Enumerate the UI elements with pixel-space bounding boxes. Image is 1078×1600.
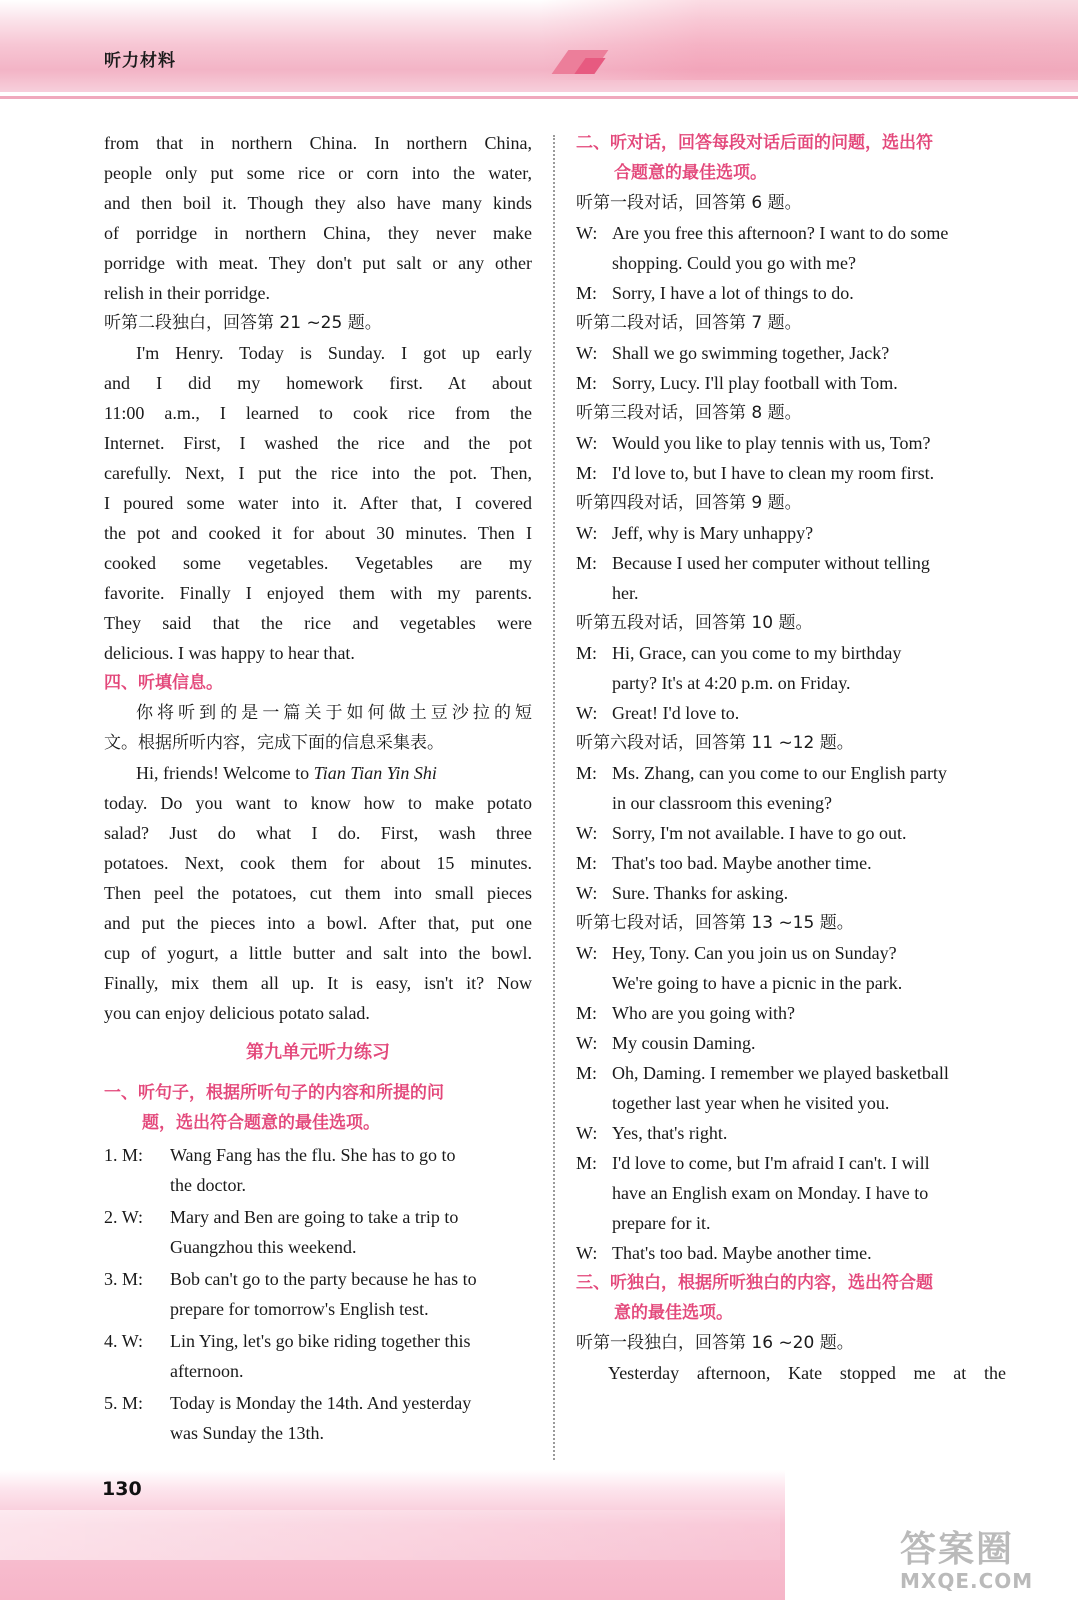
text-line: I poured some water into it. After that, I covered [104,493,532,513]
left-column [104,128,532,1448]
speaker: M: [576,1153,598,1173]
item-number: 4. W: [104,1331,144,1351]
text-line: I'm Henry. Today is Sunday. I got up early [136,343,532,363]
speaker: W: [576,1033,598,1053]
dialogue-line: M: Ms. Zhang, can you come to our English party [576,758,1006,788]
text-line: cooked some vegetables. Vegetables are my [104,553,532,573]
speaker: W: [576,943,598,963]
dialogue-line: M: I'd love to come, but I'm afraid I can't. I will [576,1148,1006,1178]
text-line: and then boil it. Though they also have many kinds [104,193,532,213]
speaker: M: [576,373,598,393]
text-line: delicious. I was happy to hear that. [104,643,355,663]
dialogue-line: W: Are you free this afternoon? I want to do some [576,218,1006,248]
speaker: W: [576,703,598,723]
text-line: people only put some rice or corn into the water, [104,163,532,183]
item-text: Wang Fang has the flu. She has to go to [170,1145,456,1165]
dialogue-line: W: That's too bad. Maybe another time. [576,1238,1006,1268]
dialogue-1 [576,218,1006,308]
program-name: Tian Tian Yin Shi [313,763,437,783]
dialogue-line: together last year when he visited you. [612,1093,890,1113]
item-line [104,1326,532,1356]
dialogue-6-label: 听第六段对话，回答第 11 ~12 题。 [576,733,854,753]
dialogue-3 [576,428,1006,488]
watermark-logo [900,1530,1060,1598]
item-line: Guangzhou this weekend. [170,1237,357,1257]
speaker: W: [576,823,598,843]
dialogue-line: M: Sorry, Lucy. I'll play football with Tom. [576,368,1006,398]
dialogue-line: party? It's at 4:20 p.m. on Friday. [612,673,851,693]
dialogue-1-label: 听第一段对话，回答第 6 题。 [576,193,802,213]
passage-1 [104,128,532,308]
dialogue-line: W: Yes, that's right. [576,1118,1006,1148]
dialogue-2 [576,338,1006,398]
dialogue-line: W: Hey, Tony. Can you join us on Sunday? [576,938,1006,968]
text-line: Yesterday afternoon, Kate stopped me at the [608,1363,1006,1383]
dialogue-7 [576,938,1006,1268]
text-line: favorite. Finally I enjoyed them with my parents. [104,583,532,603]
item-2 [104,1202,532,1262]
item-line [104,1264,532,1294]
column-divider [553,135,555,1460]
dialogue-line: M: Oh, Daming. I remember we played basketball [576,1058,1006,1088]
dialogue-5 [576,638,1006,728]
speaker: M: [576,283,598,303]
dialogue-5-label: 听第五段对话，回答第 10 题。 [576,613,813,633]
text-line: today. Do you want to know how to make potato [104,793,532,813]
header-rule [0,96,1078,99]
item-5 [104,1388,532,1448]
text-line: They said that the rice and vegetables were [104,613,532,633]
monologue-2-label: 听第二段独白，回答第 21 ~25 题。 [104,313,382,333]
dialogue-line: M: Because I used her computer without telling [576,548,1006,578]
speaker: M: [576,853,598,873]
right-column [576,128,1006,1388]
item-text: Lin Ying, let's go bike riding together this [170,1331,471,1351]
text-line: Finally, mix them all up. It is easy, isn't it? Now [104,973,532,993]
section-3-title: 意的最佳选项。 [614,1303,733,1323]
text-line: and I did my homework first. At about [104,373,532,393]
passage-3 [104,758,532,1028]
item-line [104,1140,532,1170]
dialogue-line: M: Who are you going with? [576,998,1006,1028]
dialogue-line: M: I'd love to, but I have to clean my room first. [576,458,1006,488]
text-line: 11:00 a.m., I learned to cook rice from the [104,403,532,423]
dialogue-line: W: Jeff, why is Mary unhappy? [576,518,1006,548]
dialogue-3-label: 听第三段对话，回答第 8 题。 [576,403,802,423]
watermark-bottom: MXQE.COM [900,1569,1034,1593]
text-line: from that in northern China. In northern China, [104,133,532,153]
item-line: the doctor. [170,1175,246,1195]
speaker: M: [576,643,598,663]
speaker: W: [576,343,598,363]
text-line: Then peel the potatoes, cut them into small pieces [104,883,532,903]
dialogue-line: W: Would you like to play tennis with us, Tom? [576,428,1006,458]
text-line: carefully. Next, I put the rice into the pot. Then, [104,463,532,483]
speaker: W: [576,223,598,243]
text-line [104,758,532,788]
speaker: M: [576,763,598,783]
dialogue-4-label: 听第四段对话，回答第 9 题。 [576,493,802,513]
text-line: relish in their porridge. [104,283,270,303]
item-number: 3. M: [104,1269,144,1289]
section-2-title: 合题意的最佳选项。 [614,163,767,183]
dialogue-line: W: Great! I'd love to. [576,698,1006,728]
speaker: M: [576,1003,598,1023]
dialogue-line: W: Sorry, I'm not available. I have to go out. [576,818,1006,848]
item-text: Mary and Ben are going to take a trip to [170,1207,459,1227]
header-title: 听力材料 [104,51,176,71]
watermark-top: 答案圈 [900,1529,1015,1570]
dialogue-6 [576,758,1006,908]
text-line: potatoes. Next, cook them for about 15 minutes. [104,853,532,873]
dialogue-line: her. [612,583,639,603]
item-line: prepare for tomorrow's English test. [170,1299,429,1319]
dialogue-7-label: 听第七段对话，回答第 13 ~15 题。 [576,913,854,933]
item-number: 5. M: [104,1393,144,1413]
speaker: W: [576,433,598,453]
dialogue-line: M: Sorry, I have a lot of things to do. [576,278,1006,308]
item-line: was Sunday the 13th. [170,1423,324,1443]
item-number: 1. M: [104,1145,144,1165]
dialogue-line: M: Hi, Grace, can you come to my birthday [576,638,1006,668]
section-1-title: 一、听句子，根据所听句子的内容和所提的问 [104,1083,444,1103]
item-1 [104,1140,532,1200]
passage-2 [104,338,532,668]
text-line: salad? Just do what I do. First, wash three [104,823,532,843]
section-4-title: 四、听填信息。 [104,673,223,693]
section-4-intro: 文。根据所听内容，完成下面的信息采集表。 [104,733,444,753]
text-span: Hi, friends! Welcome to [136,763,314,783]
dialogue-line: shopping. Could you go with me? [612,253,856,273]
section-2-title: 二、听对话，回答每段对话后面的问题，选出符 [576,133,933,153]
text-line: the pot and cooked it for about 30 minutes. Then I [104,523,532,543]
speaker: W: [576,1123,598,1143]
item-line [104,1388,532,1418]
speaker: M: [576,1063,598,1083]
dialogue-2-label: 听第二段对话，回答第 7 题。 [576,313,802,333]
dialogue-line: We're going to have a picnic in the park. [612,973,903,993]
text-line: porridge with meat. They don't put salt or any other [104,253,532,273]
item-text: Bob can't go to the party because he has to [170,1269,477,1289]
item-line [104,1202,532,1232]
dialogue-line: have an English exam on Monday. I have to [612,1183,929,1203]
speaker: W: [576,883,598,903]
text-line: Internet. First, I washed the rice and the pot [104,433,532,453]
monologue-1-label: 听第一段独白，回答第 16 ~20 题。 [576,1333,854,1353]
unit-title: 第九单元听力练习 [246,1042,390,1063]
dialogue-line: W: Shall we go swimming together, Jack? [576,338,1006,368]
dialogue-line: W: Sure. Thanks for asking. [576,878,1006,908]
speaker: M: [576,463,598,483]
dialogue-line: in our classroom this evening? [612,793,832,813]
item-3 [104,1264,532,1324]
item-4 [104,1326,532,1386]
text-line: and put the pieces into a bowl. After that, put one [104,913,532,933]
speaker: W: [576,523,598,543]
footer-highlight [0,1510,780,1560]
speaker: W: [576,1243,598,1263]
dialogue-4 [576,518,1006,608]
item-text: Today is Monday the 14th. And yesterday [170,1393,472,1413]
section-3-title: 三、听独白，根据所听独白的内容，选出符合题 [576,1273,933,1293]
text-line: of porridge in northern China, they never make [104,223,532,243]
section-4-intro: 你将听到的是一篇关于如何做土豆沙拉的短 [136,703,532,723]
item-number: 2. W: [104,1207,144,1227]
section-1-title: 题，选出符合题意的最佳选项。 [142,1113,380,1133]
page-number: 130 [102,1478,142,1500]
text-line: you can enjoy delicious potato salad. [104,1003,370,1023]
text-line: cup of yogurt, a little butter and salt into the bowl. [104,943,532,963]
dialogue-line: prepare for it. [612,1213,711,1233]
dialogue-line: M: That's too bad. Maybe another time. [576,848,1006,878]
item-line: afternoon. [170,1361,244,1381]
speaker: M: [576,553,598,573]
dialogue-line: W: My cousin Daming. [576,1028,1006,1058]
header-stripe [538,0,1078,80]
